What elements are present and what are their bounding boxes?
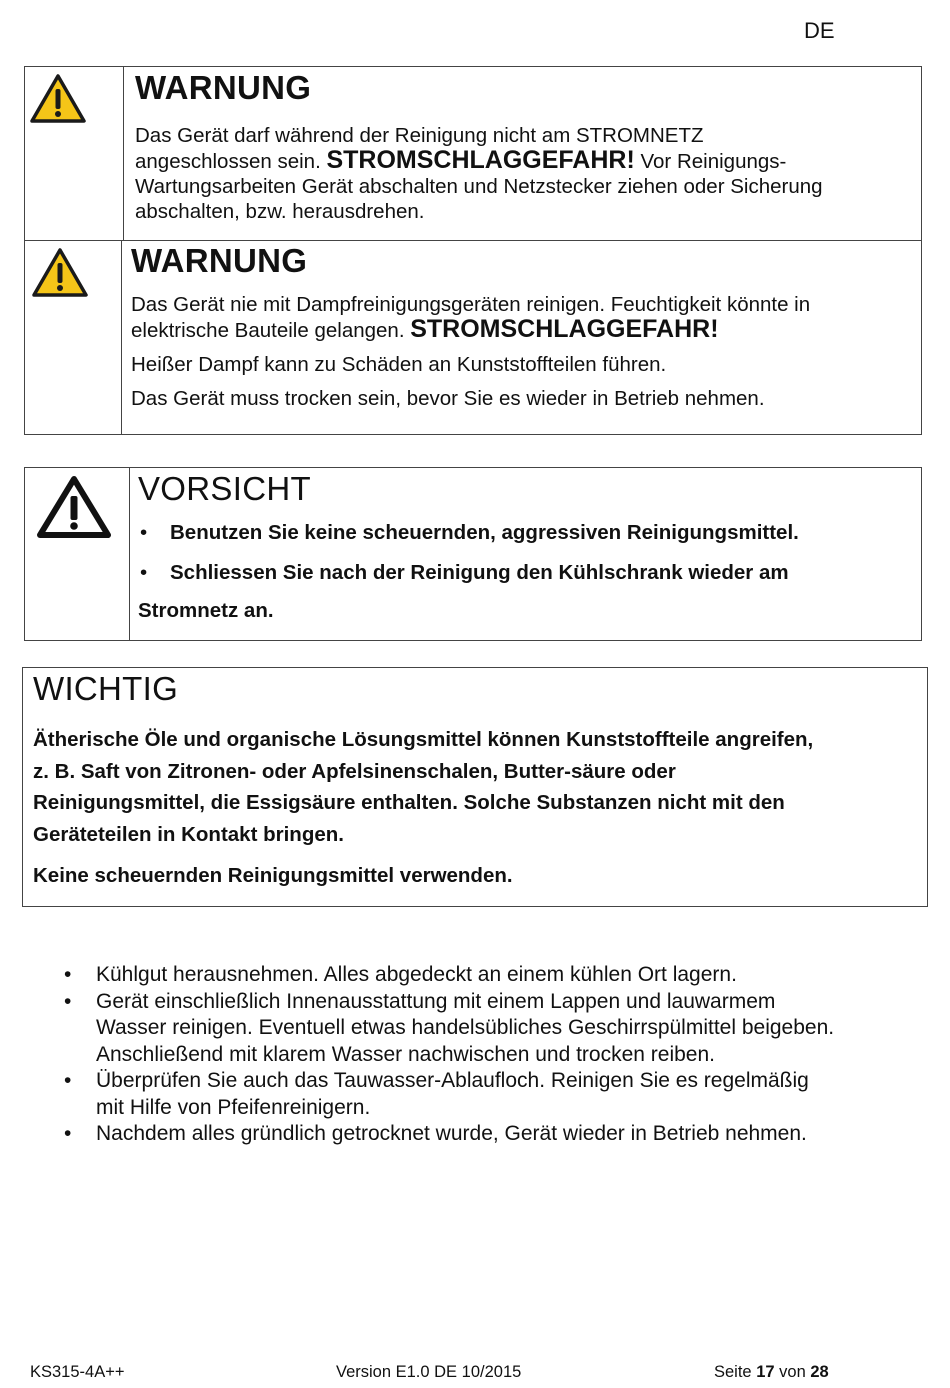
electric-shock-danger-label: STROMSCHLAGGEFAHR! [326, 146, 635, 174]
list-item-text: Kühlgut herausnehmen. Alles abgedeckt an einem kühlen Ort lagern. [96, 963, 737, 986]
caution-icon-cell [25, 468, 130, 640]
bullet-glyph: • [64, 1122, 72, 1145]
list-item [62, 989, 922, 1069]
bullet-glyph: • [64, 989, 72, 1013]
warning-triangle-yellow-icon [29, 73, 87, 125]
caution-bullet-text: Schliessen Sie nach der Reinigung den Kühlschrank wieder am [170, 561, 789, 584]
warning-text-line: Heißer Dampf kann zu Schäden an Kunststoffteilen führen. [131, 353, 667, 376]
cleaning-steps-list [62, 962, 922, 1148]
warning-text-line: Das Gerät darf während der Reinigung nicht am STROMNETZ [135, 124, 704, 147]
warning-text-line [135, 148, 909, 174]
warning-content [135, 69, 909, 224]
language-code: DE [804, 18, 835, 43]
bullet-glyph: • [64, 1069, 72, 1092]
footer-model: KS315-4A++ [30, 1363, 125, 1381]
warning-triangle-outline-icon [35, 474, 113, 540]
bullet-glyph: • [140, 561, 148, 584]
important-text-line: Reinigungsmittel, die Essigsäure enthalten. Solche Substanzen nicht mit den [33, 791, 785, 814]
caution-content [138, 470, 909, 624]
warning-text-line [131, 317, 909, 343]
caution-box [24, 467, 922, 641]
page-total: 28 [810, 1363, 829, 1381]
footer-page-number [714, 1363, 829, 1382]
caution-bullet-continuation: Stromnetz an. [138, 599, 274, 622]
electric-shock-danger-label: STROMSCHLAGGEFAHR! [410, 315, 719, 343]
footer-version: Version E1.0 DE 10/2015 [336, 1363, 522, 1381]
important-text-line: Geräteteilen in Kontakt bringen. [33, 822, 344, 846]
warning-content [131, 242, 909, 411]
text-segment: Vor Reinigungs- [634, 150, 787, 173]
list-item-text: Nachdem alles gründlich getrocknet wurde, Gerät wieder in Betrieb nehmen. [96, 1122, 807, 1145]
list-item-text: mit Hilfe von Pfeifenreinigern. [96, 1095, 371, 1119]
caution-bullet [138, 520, 909, 546]
warning-box-power [24, 66, 922, 241]
warning-text-line: abschalten, bzw. herausdrehen. [135, 200, 425, 223]
important-box [22, 667, 928, 907]
important-content [33, 670, 917, 892]
list-item [62, 1068, 922, 1121]
warning-icon-cell [25, 241, 122, 434]
list-item-text: Anschließend mit klarem Wasser nachwischen und trocken reiben. [96, 1042, 715, 1066]
bullet-glyph: • [64, 963, 72, 986]
important-text-line: Ätherische Öle und organische Lösungsmittel können Kunststoffteile angreifen, [33, 728, 814, 751]
list-item-text: Überprüfen Sie auch das Tauwasser-Ablaufloch. Reinigen Sie es regelmäßig [96, 1069, 809, 1092]
warning-text-line: Das Gerät nie mit Dampfreinigungsgeräten reinigen. Feuchtigkeit könnte in [131, 293, 811, 316]
page-current: 17 [756, 1363, 775, 1381]
important-text-line: z. B. Saft von Zitronen- oder Apfelsinenschalen, Butter-säure oder [33, 759, 676, 783]
bullet-glyph: • [140, 521, 148, 544]
warning-triangle-yellow-icon [31, 247, 89, 299]
text-segment: elektrische Bauteile gelangen. [131, 319, 411, 342]
warning-text-line: Das Gerät muss trocken sein, bevor Sie es wieder in Betrieb nehmen. [131, 387, 765, 410]
important-title: WICHTIG [33, 670, 179, 707]
page-label: Seite [714, 1363, 757, 1381]
text-segment: angeschlossen sein. [135, 150, 327, 173]
list-item-text: Gerät einschließlich Innenausstattung mit einem Lappen und lauwarmem [96, 989, 776, 1013]
warning-title: WARNUNG [131, 242, 308, 279]
list-item [62, 1121, 922, 1148]
warning-box-steam [24, 240, 922, 435]
caution-bullet-text: Benutzen Sie keine scheuernden, aggressiven Reinigungsmittel. [170, 521, 799, 544]
caution-bullet [138, 560, 909, 586]
page-separator: von [774, 1363, 811, 1381]
warning-text-line: Wartungsarbeiten Gerät abschalten und Netzstecker ziehen oder Sicherung [135, 175, 823, 198]
important-text-line: Keine scheuernden Reinigungsmittel verwenden. [33, 864, 513, 887]
list-item [62, 962, 922, 989]
warning-title: WARNUNG [135, 69, 312, 106]
warning-icon-cell [25, 67, 124, 240]
caution-title: VORSICHT [138, 470, 311, 507]
list-item-text: Wasser reinigen. Eventuell etwas handelsübliches Geschirrspülmittel beigeben. [96, 1016, 835, 1039]
